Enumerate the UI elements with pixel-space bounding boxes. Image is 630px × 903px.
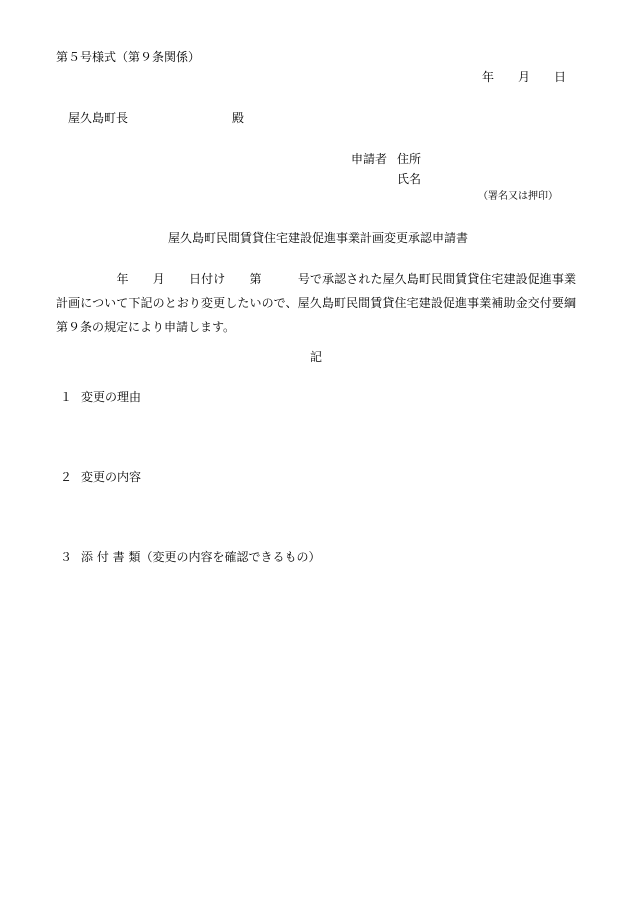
item-3-number: ３ (60, 550, 73, 564)
seal-note: （署名又は押印） (478, 191, 558, 202)
item-1-label: 変更の理由 (81, 390, 142, 404)
addressee-honorific: 殿 (232, 111, 245, 125)
applicant-name-label: 氏名 (397, 172, 422, 186)
item-2-label: 変更の内容 (81, 470, 142, 484)
applicant-address-label: 住所 (397, 152, 422, 166)
ki-heading: 記 (310, 350, 323, 364)
addressee-name: 屋久島町長 (68, 111, 129, 125)
form-label: 第５号様式（第９条関係） (56, 50, 201, 64)
item-2-number: ２ (60, 470, 73, 484)
document-title: 屋久島町民間賃貸住宅建設促進事業計画変更承認申請書 (168, 231, 469, 245)
applicant-label: 申請者 (351, 152, 388, 166)
body-paragraph (56, 267, 576, 339)
item-1-number: １ (60, 390, 73, 404)
item-3-label: 添 付 書 類（変更の内容を確認できるもの） (81, 550, 321, 564)
body-text: 年 月 日付け 第 号で承認された屋久島町民間賃貸住宅建設促進事業計画について下記のとおり変更したいので、屋久島町民間賃貸住宅建設促進事業補助金交付要綱第９条の規定により申請します。 (56, 272, 576, 334)
date-line: 年 月 日 (482, 70, 567, 84)
